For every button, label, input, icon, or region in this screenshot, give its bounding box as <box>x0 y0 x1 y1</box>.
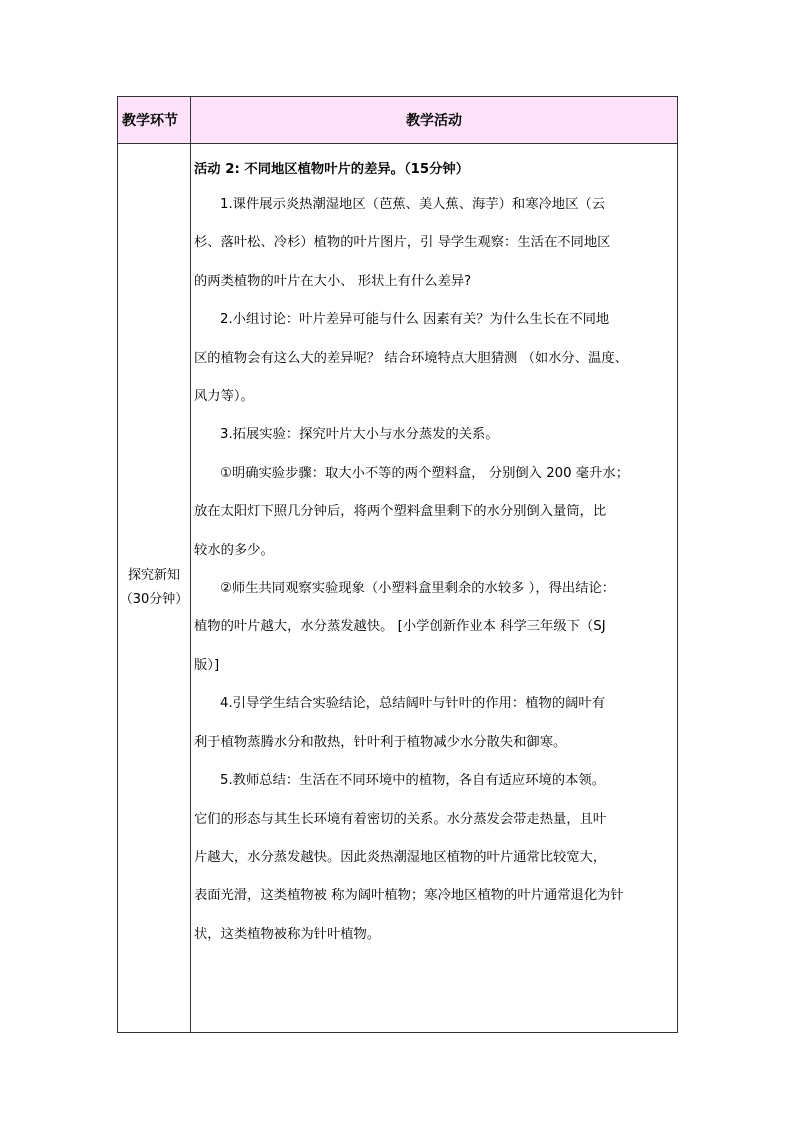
activity-line: 植物的叶片越大，水分蒸发越快。 [小学创新作业本 科学三年级下（SJ <box>194 619 606 635</box>
stage-duration: （30分钟） <box>119 592 189 607</box>
activity-line: 利于植物蒸腾水分和散热，针叶利于植物减少水分散失和御寒。 <box>194 734 567 750</box>
activity-line: 状，这类植物被称为针叶植物。 <box>194 926 381 942</box>
activity-line: 风力等）。 <box>194 389 254 405</box>
activity-line: 版）] <box>194 657 220 673</box>
activity-line: 片越大，水分蒸发越快。因此炎热潮湿地区植物的叶片通常比较宽大， <box>194 849 607 865</box>
stage-cell <box>118 144 191 1033</box>
activity-line: 它们的形态与其生长环境有着密切的关系。水分蒸发会带走热量，且叶 <box>194 811 607 827</box>
activity-line: 1.课件展示炎热潮湿地区（芭蕉、美人蕉、海芋）和寒冷地区（云 <box>220 197 605 212</box>
activity-line: 表面光滑，这类植物被 称为阔叶植物；寒冷地区植物的叶片通常退化为针 <box>194 888 624 904</box>
table-row <box>118 144 678 1033</box>
lesson-table <box>117 96 678 1033</box>
header-teaching-activity: 教学活动 <box>191 97 678 144</box>
activity-line: 2.小组讨论：叶片差异可能与什么 因素有关？为什么生长在不同地 <box>220 312 610 328</box>
stage-name: 探究新知 <box>127 568 180 583</box>
activity-line: 放在太阳灯下照几分钟后，将两个塑料盒里剩下的水分别倒入量筒，比 <box>194 504 607 520</box>
activity-cell <box>191 144 678 1033</box>
activity-line: 5.教师总结：生活在不同环境中的植物，各自有适应环境的本领。 <box>220 773 605 789</box>
activity-line: 较水的多少。 <box>194 542 274 558</box>
activity-line: 区的植物会有这么大的差异呢？ 结合环境特点大胆猜测 （如水分、温度、 <box>194 350 628 366</box>
activity-line: 3.拓展实验：探究叶片大小与水分蒸发的关系。 <box>220 427 499 443</box>
activity-line: 的两类植物的叶片在大小、 形状上有什么差异? <box>194 273 472 289</box>
activity-line: ①明确实验步骤：取大小不等的两个塑料盒， 分别倒入 200 毫升水； <box>220 465 629 481</box>
activity-line: 4.引导学生结合实验结论，总结阔叶与针叶的作用：植物的阔叶有 <box>220 696 605 712</box>
activity-line: 杉、落叶松、冷杉）植物的叶片图片，引 导学生观察：生活在不同地区 <box>194 235 611 251</box>
table-header-row <box>118 97 678 144</box>
activity-line: ②师生共同观察实验现象（小塑料盒里剩余的水较多 ），得出结论： <box>220 581 616 597</box>
activity-title: 活动 2: 不同地区植物叶片的差异。（15分钟） <box>194 162 470 177</box>
header-teaching-stage: 教学环节 <box>118 97 191 144</box>
